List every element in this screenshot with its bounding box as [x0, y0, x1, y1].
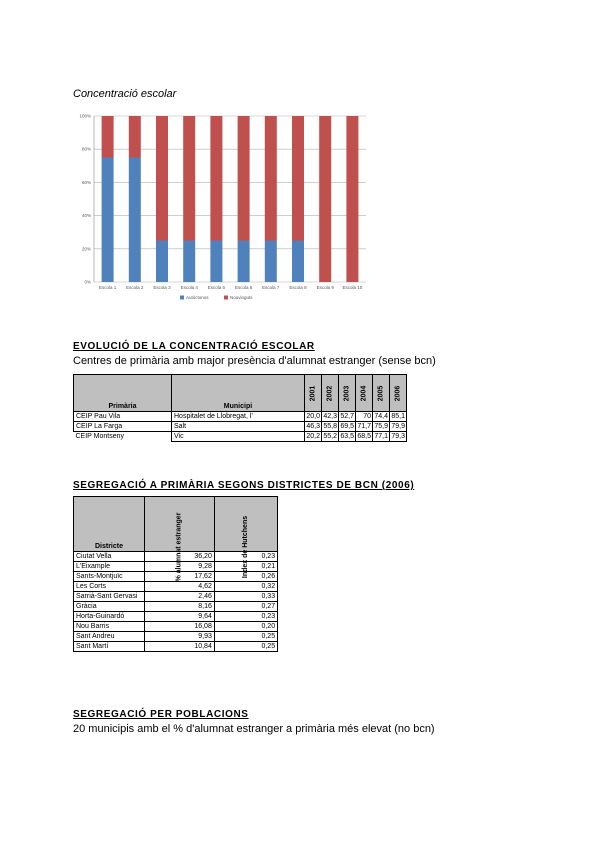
concentration-chart: [72, 108, 370, 308]
pct-foreign-cell: 10,84: [145, 642, 215, 652]
header-primaria: Primària: [74, 375, 172, 412]
section3-subtitle: 20 municipis amb el % d'alumnat estranger a primària més elevat (no bcn): [73, 723, 435, 735]
header-municipi: Municipi: [172, 375, 305, 412]
district-name: Ciutat Vella: [74, 552, 145, 562]
table-row: [74, 642, 278, 652]
value-cell: 52,7: [340, 413, 354, 420]
hutchens-index-cell: 0,21: [214, 562, 277, 572]
header-2001: 2001: [305, 375, 322, 412]
pct-foreign-cell: 16,08: [145, 622, 215, 632]
value-cell: 63,5: [340, 433, 354, 440]
pct-foreign-cell: 9,28: [145, 562, 215, 572]
municipality: Hospitalet de Llobregat, l': [172, 412, 305, 422]
district-name: Sants-Montjuïc: [74, 572, 145, 582]
pct-foreign-cell: 36,20: [145, 552, 215, 562]
hutchens-index-cell: 0,25: [214, 642, 277, 652]
section1-title: EVOLUCIÓ DE LA CONCENTRACIÓ ESCOLAR: [73, 341, 315, 352]
evolution-table: [73, 374, 407, 442]
legend-swatch: [224, 296, 228, 300]
table-row: [74, 422, 407, 432]
table-row: [74, 432, 407, 442]
legend-swatch: [180, 296, 184, 300]
bar-segment: [183, 116, 195, 241]
bar-segment: [265, 241, 277, 283]
y-tick-label: 80%: [81, 146, 91, 152]
header-2003: 2003: [339, 375, 356, 412]
bar-segment: [292, 241, 304, 283]
value-cell: 20,0: [306, 413, 320, 420]
x-tick-label: Escola 5: [207, 285, 226, 290]
table-row: [74, 622, 278, 632]
bar-segment: [129, 158, 141, 283]
legend-label: Autòctonos: [186, 295, 209, 300]
district-name: Sarrià-Sant Gervasi: [74, 592, 145, 602]
bar-segment: [210, 116, 222, 241]
hutchens-index-cell: 0,25: [214, 632, 277, 642]
table-header-row: [74, 497, 278, 552]
table-row: [74, 582, 278, 592]
value-cell: 85,1: [391, 413, 405, 420]
header-2006: 2006: [390, 375, 407, 412]
table-header-row: [74, 375, 407, 412]
x-tick-label: Escola 9: [316, 285, 334, 290]
section1-subtitle: Centres de primària amb major presència d'alumnat estranger (sense bcn): [73, 355, 436, 367]
x-tick-label: Escola 7: [262, 285, 280, 290]
school-name: CEIP Pau Vila: [74, 412, 172, 422]
x-tick-label: Escola 10: [342, 285, 363, 290]
table-row: [74, 592, 278, 602]
pct-foreign-cell: 8,16: [145, 602, 215, 612]
bar-segment: [319, 116, 331, 282]
hutchens-index-cell: 0,20: [214, 622, 277, 632]
bar-segment: [183, 241, 195, 283]
x-tick-label: Escola 8: [289, 285, 307, 290]
bar-segment: [102, 116, 114, 158]
header-districte: Districte: [74, 497, 145, 552]
value-cell: 55,8: [323, 423, 337, 430]
header-2002: 2002: [322, 375, 339, 412]
hutchens-index-cell: 0,26: [214, 572, 277, 582]
district-name: Sant Andreu: [74, 632, 145, 642]
x-tick-label: Escola 4: [180, 285, 198, 290]
bar-segment: [102, 158, 114, 283]
table-row: [74, 632, 278, 642]
header-2004: 2004: [356, 375, 373, 412]
y-tick-label: 40%: [81, 213, 91, 219]
district-name: Nou Barris: [74, 622, 145, 632]
bar-segment: [292, 116, 304, 241]
y-tick-label: 0%: [84, 279, 91, 285]
value-cell: 71,7: [357, 423, 371, 430]
pct-foreign-cell: 2,46: [145, 592, 215, 602]
header-2005: 2005: [373, 375, 390, 412]
pct-foreign-cell: 9,93: [145, 632, 215, 642]
x-tick-label: Escola 1: [98, 285, 117, 290]
section2-title: SEGREGACIÓ A PRIMÀRIA SEGONS DISTRICTES DE BCN (2006): [73, 480, 415, 491]
hutchens-index-cell: 0,33: [214, 592, 277, 602]
legend-label: Nouvinguts: [230, 295, 253, 300]
bar-segment: [265, 116, 277, 241]
chart-title: Concentració escolar: [73, 88, 177, 100]
value-cell: 77,1: [374, 433, 388, 440]
x-tick-label: Escola 3: [153, 285, 171, 290]
municipality: Vic: [172, 432, 305, 442]
value-cell: 55,2: [323, 433, 337, 440]
school-name: CEIP La Farga: [74, 422, 172, 432]
table-row: [74, 612, 278, 622]
value-cell: 79,9: [391, 423, 405, 430]
hutchens-index-cell: 0,23: [214, 552, 277, 562]
value-cell: 42,3: [323, 413, 337, 420]
header-pct-estranger: % alumnat estranger: [145, 497, 215, 552]
pct-foreign-cell: 17,62: [145, 572, 215, 582]
bar-segment: [156, 116, 168, 241]
table-row: [74, 602, 278, 612]
value-cell: 75,9: [374, 423, 388, 430]
district-name: Horta-Guinardó: [74, 612, 145, 622]
district-name: Sant Martí: [74, 642, 145, 652]
value-cell: 68,5: [357, 433, 371, 440]
value-cell: 70: [356, 412, 373, 422]
districts-table: [73, 496, 278, 652]
district-name: Gràcia: [74, 602, 145, 612]
value-cell: 69,5: [340, 423, 354, 430]
value-cell: 46,3: [306, 423, 320, 430]
y-tick-label: 20%: [81, 246, 91, 252]
school-name: CEIP Montseny: [75, 433, 125, 441]
bar-segment: [156, 241, 168, 283]
district-name: Les Corts: [74, 582, 145, 592]
y-tick-label: 100%: [79, 113, 91, 119]
municipality: Salt: [172, 422, 305, 432]
hutchens-index-cell: 0,27: [214, 602, 277, 612]
pct-foreign-cell: 4,62: [145, 582, 215, 592]
x-tick-label: Escola 2: [126, 285, 144, 290]
bar-segment: [346, 116, 358, 282]
bar-segment: [210, 241, 222, 283]
y-tick-label: 60%: [81, 179, 91, 185]
value-cell: 20,2: [306, 433, 320, 440]
header-hutchens: Index de Hutchens: [214, 497, 277, 552]
pct-foreign-cell: 9,64: [145, 612, 215, 622]
bar-segment: [238, 241, 250, 283]
section3-title: SEGREGACIÓ PER POBLACIONS: [73, 709, 249, 720]
bar-segment: [129, 116, 141, 158]
x-tick-label: Escola 6: [234, 285, 253, 290]
value-cell: 79,3: [391, 433, 405, 440]
hutchens-index-cell: 0,23: [214, 612, 277, 622]
table-row: [74, 412, 407, 422]
district-name: L'Eixample: [74, 562, 145, 572]
bar-segment: [238, 116, 250, 241]
value-cell: 74,4: [374, 413, 388, 420]
hutchens-index-cell: 0,32: [214, 582, 277, 592]
